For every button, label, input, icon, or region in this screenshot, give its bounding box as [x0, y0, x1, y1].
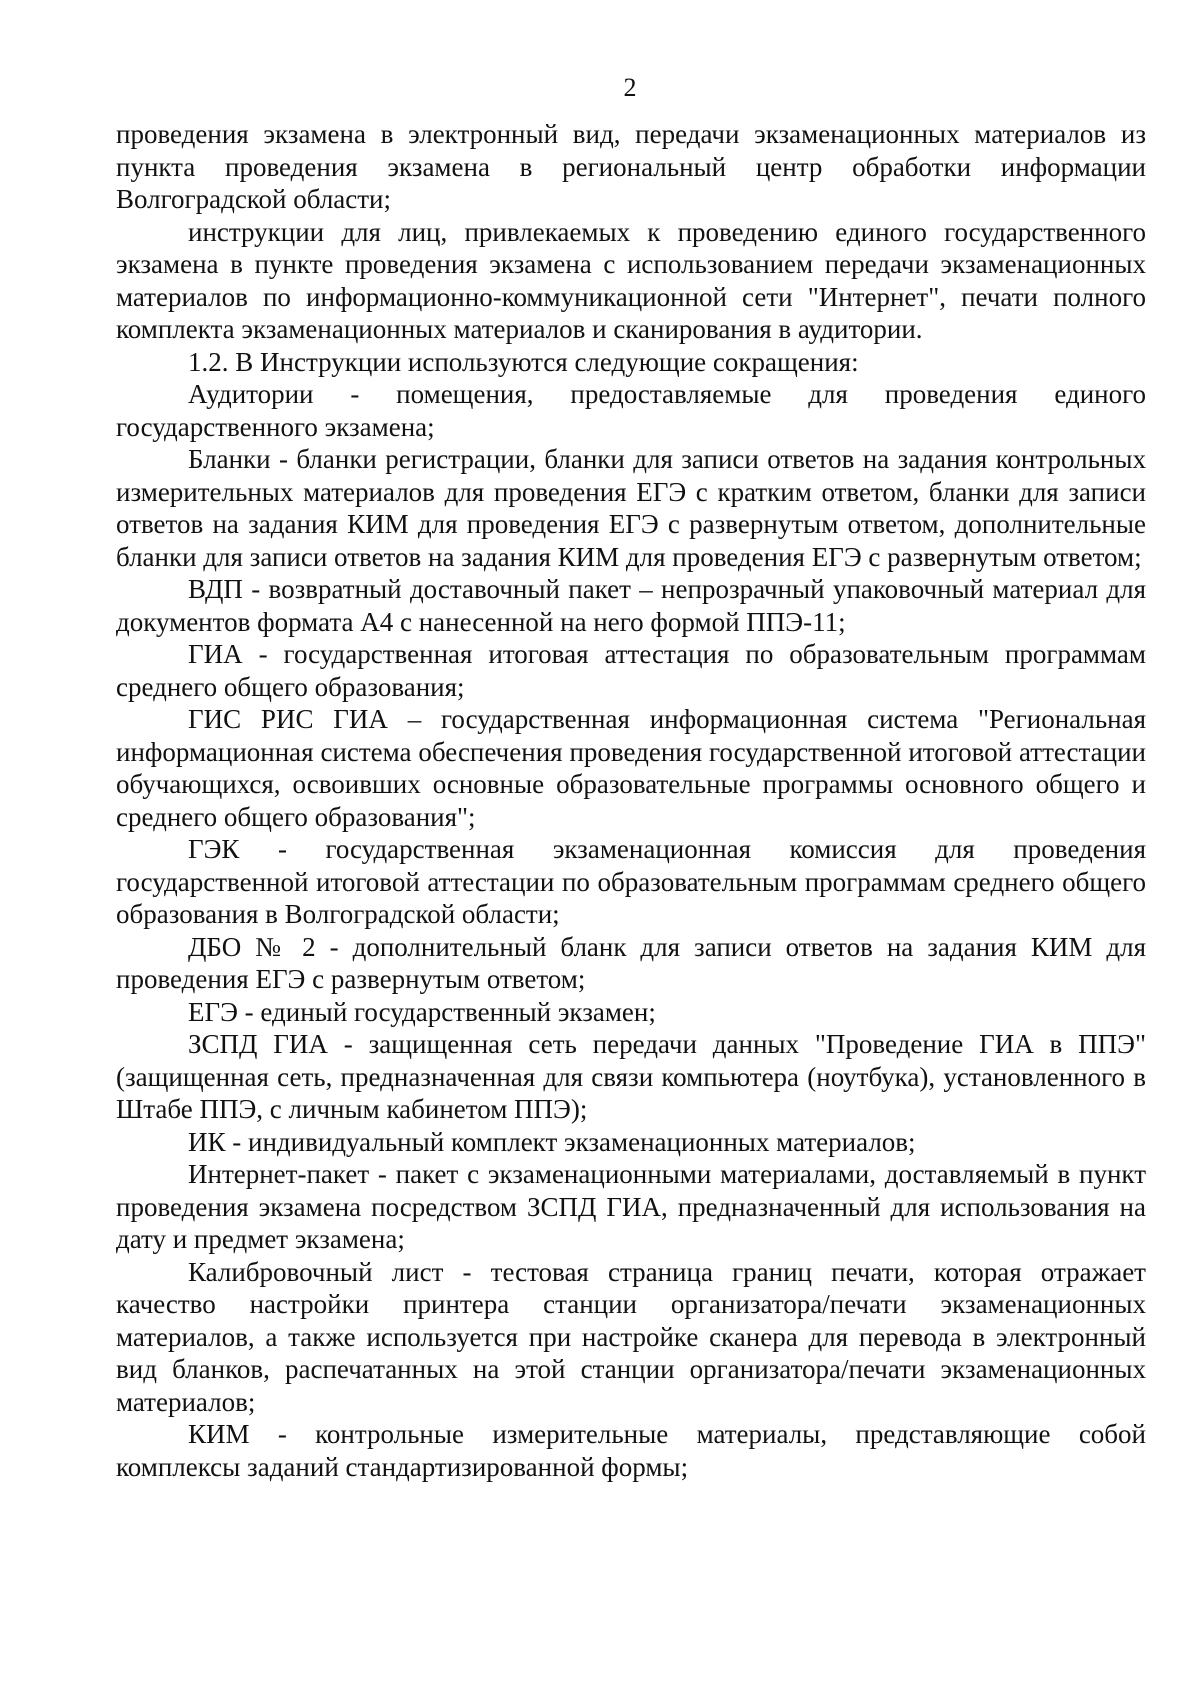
definition-blanki: Бланки - бланки регистрации, бланки для записи ответов на задания контрольных измерительных материалов для проведения ЕГЭ с кратким ответом, бланки для записи ответов на задания КИМ для проведения ЕГЭ с развернутым ответом, дополнительные бланки для записи ответов на задания КИМ для проведения ЕГЭ с развернутым ответом; [116, 444, 1146, 572]
paragraph-section-1-2: 1.2. В Инструкции используются следующие сокращения: [188, 346, 859, 377]
definition-ik: ИК - индивидуальный комплект экзаменационных материалов; [188, 1126, 916, 1157]
definition-gis-ris-gia: ГИС РИС ГИА – государственная информационная система "Региональная информационная система обеспечения проведения государственной итоговой аттестации обучающихся, освоивших основные образовательные программы основного общего и среднего общего образования"; [116, 704, 1146, 832]
definition-dbo-2: ДБО № 2 - дополнительный бланк для записи ответов на задания КИМ для проведения ЕГЭ с развернутым ответом; [116, 931, 1146, 994]
page-number: 2 [623, 73, 637, 102]
document-body [116, 118, 1146, 1483]
definition-ege: ЕГЭ - единый государственный экзамен; [188, 996, 656, 1027]
definition-internet-paket: Интернет-пакет - пакет с экзаменационными материалами, доставляемый в пункт проведения экзамена посредством ЗСПД ГИА, предназначенный для использования на дату и предмет экзамена; [116, 1159, 1146, 1254]
definition-vdp: ВДП - возвратный доставочный пакет – непрозрачный упаковочный материал для документов формата А4 с нанесенной на него формой ППЭ-11; [116, 574, 1146, 637]
definition-zspd-gia: ЗСПД ГИА - защищенная сеть передачи данных "Проведение ГИА в ППЭ" (защищенная сеть, предназначенная для связи компьютера (ноутбука), установленного в Штабе ППЭ, с личным кабинетом ППЭ); [116, 1029, 1146, 1124]
definition-gek: ГЭК - государственная экзаменационная комиссия для проведения государственной итоговой аттестации по образовательным программам среднего общего образования в Волгоградской области; [116, 834, 1146, 929]
definition-auditorii: Аудитории - помещения, предоставляемые для проведения единого государственного экзамена; [116, 379, 1146, 442]
paragraph-continuation: проведения экзамена в электронный вид, передачи экзаменационных материалов из пункта проведения экзамена в региональный центр обработки информации Волгоградской области; [116, 119, 1146, 214]
definition-kalibrovochny-list: Калибровочный лист - тестовая страница границ печати, которая отражает качество настройки принтера станции организатора/печати экзаменационных материалов, а также используется при настройке сканера для перевода в электронный вид бланков, распечатанных на этой станции организатора/печати экзаменационных материалов; [116, 1256, 1146, 1417]
definition-kim: КИМ - контрольные измерительные материалы, представляющие собой комплексы заданий стандартизированной формы; [116, 1419, 1146, 1482]
paragraph-instructions: инструкции для лиц, привлекаемых к проведению единого государственного экзамена в пункте проведения экзамена с использованием передачи экзаменационных материалов по информационно-коммуникационной сети "Интернет", печати полного комплекта экзаменационных материалов и сканирования в аудитории. [116, 216, 1146, 344]
definition-gia: ГИА - государственная итоговая аттестация по образовательным программам среднего общего образования; [116, 639, 1146, 702]
